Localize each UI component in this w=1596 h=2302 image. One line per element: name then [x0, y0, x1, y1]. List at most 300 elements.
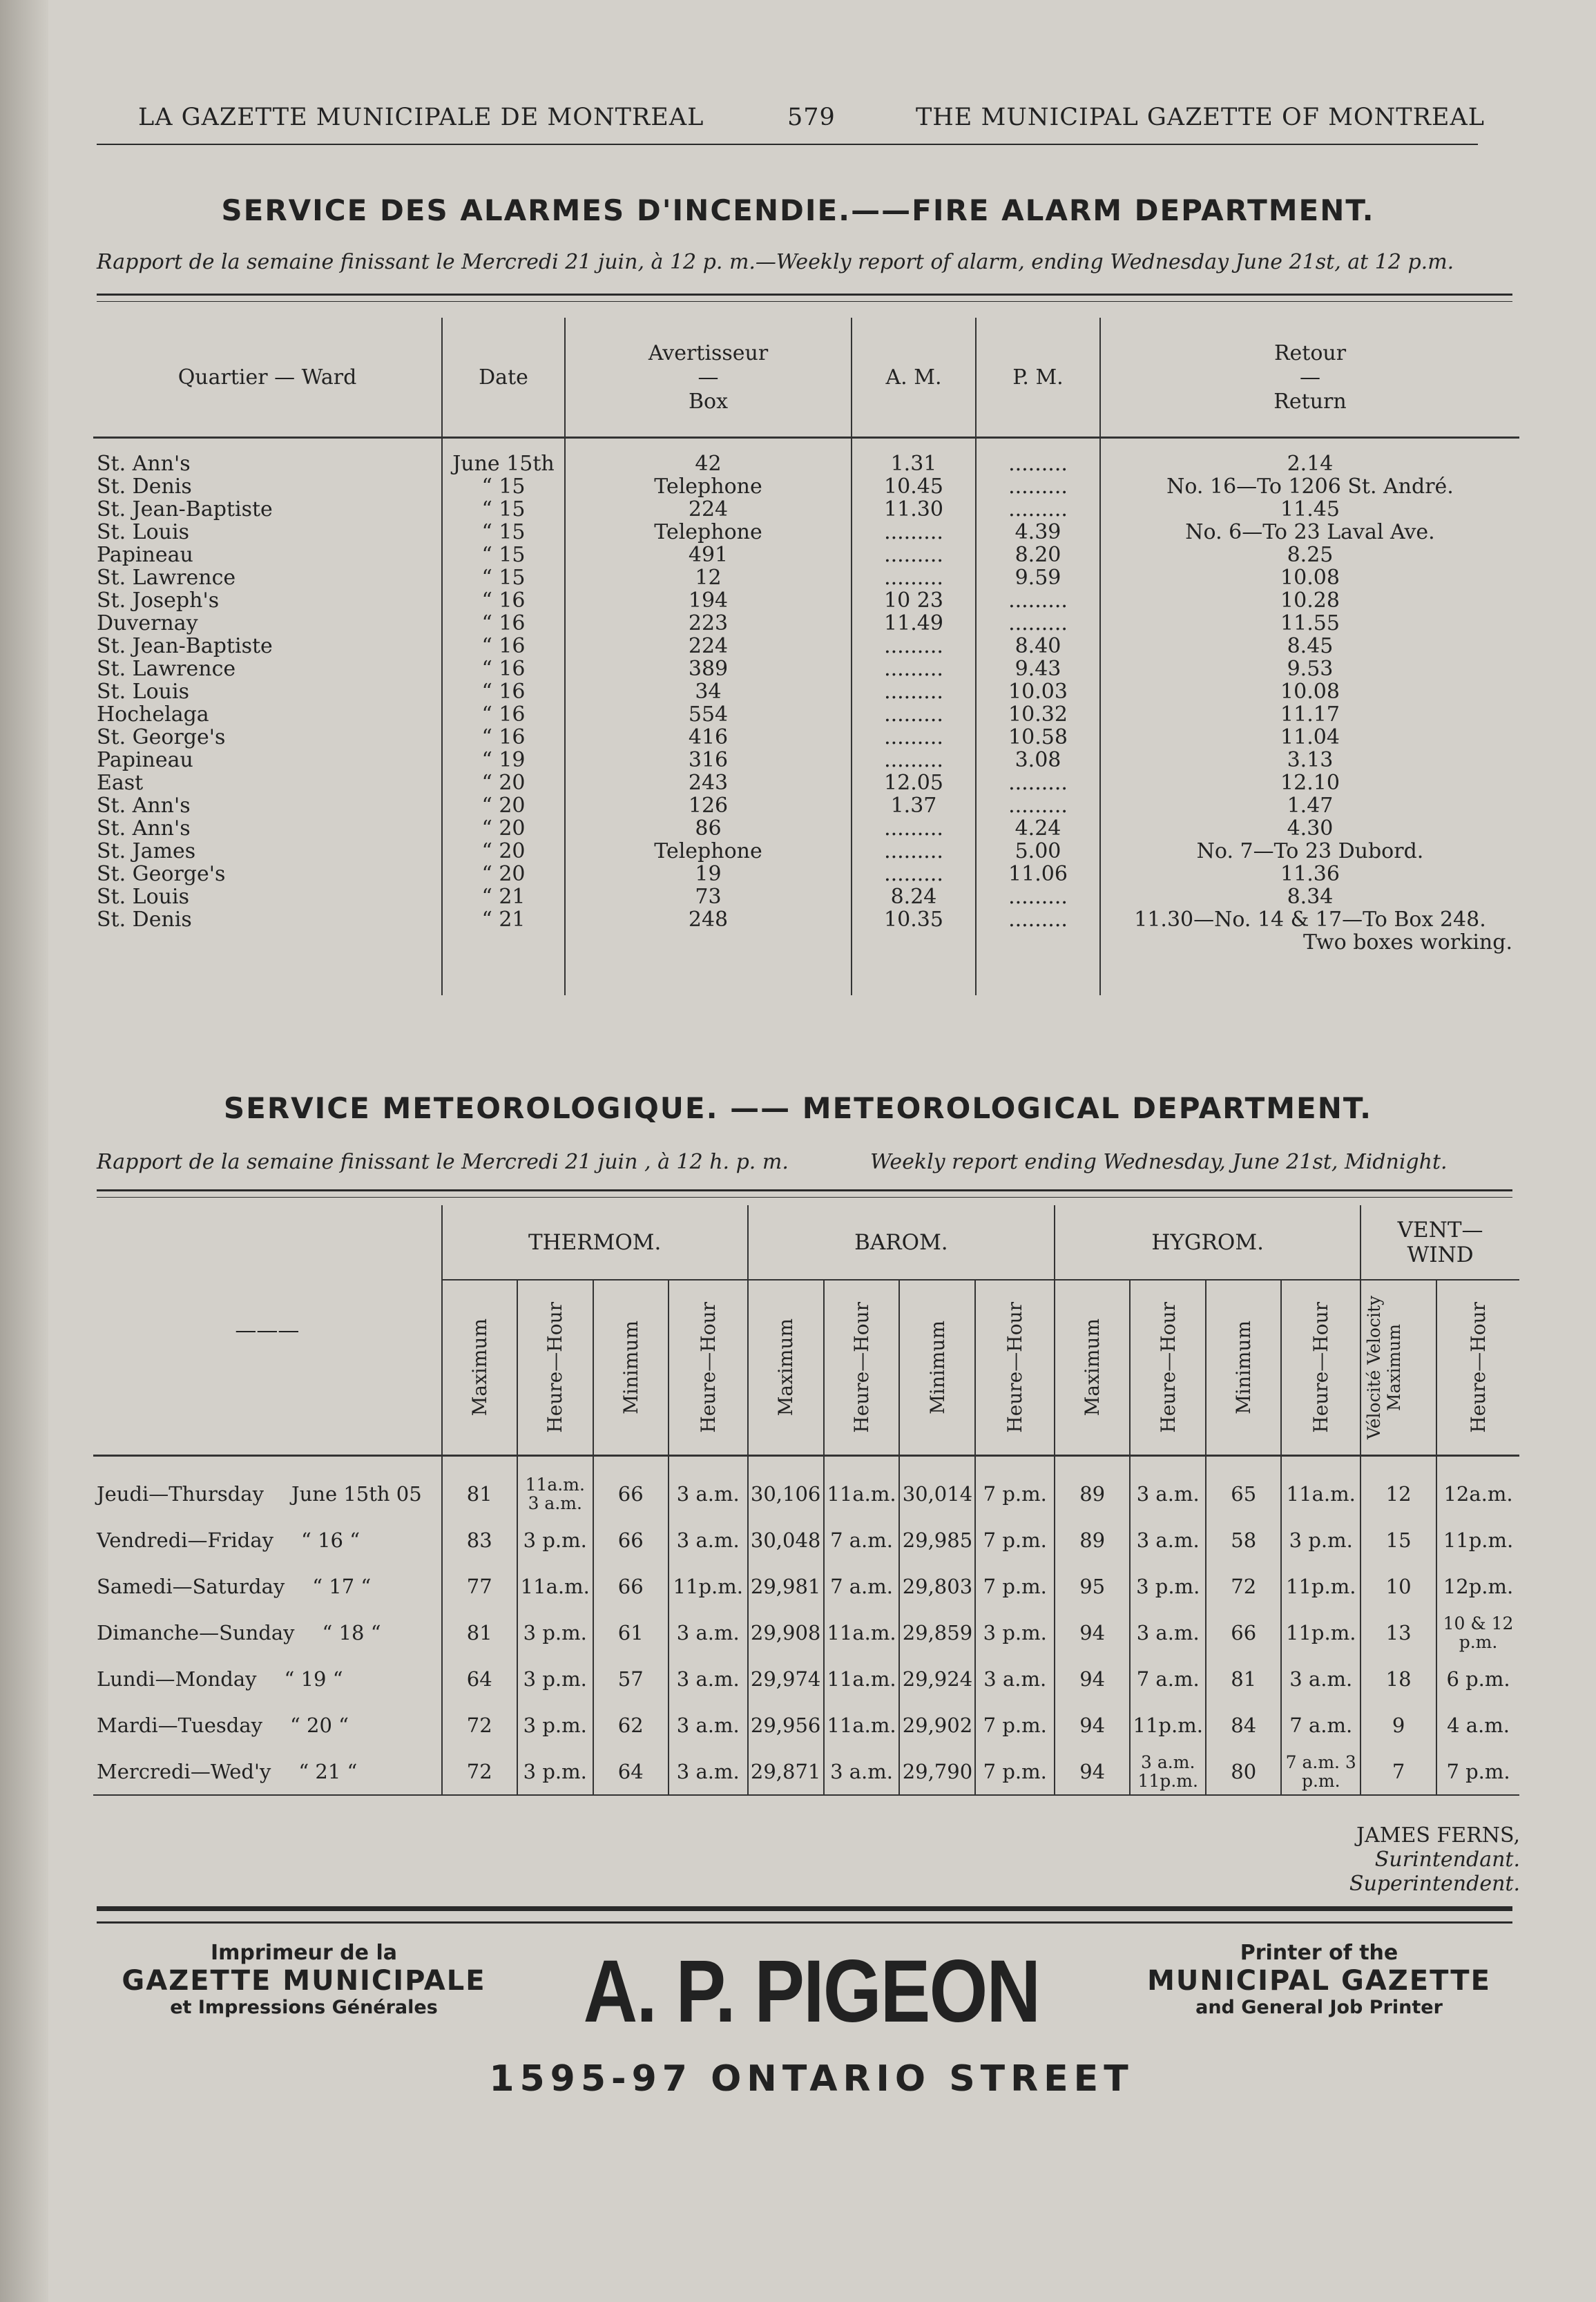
printer-right-line2: MUNICIPAL GAZETTE	[1147, 1965, 1491, 1997]
fire-cell-pm: .........	[976, 498, 1100, 521]
printer-right-line3: and General Job Printer	[1195, 1997, 1443, 2018]
barom-max-hour-label: Heure—Hour	[850, 1302, 874, 1433]
met-cell-w-vel: 7	[1361, 1748, 1436, 1795]
met-corner	[93, 1205, 442, 1456]
table-row	[93, 703, 1519, 726]
fire-top-rule	[97, 294, 1512, 296]
table-row	[93, 954, 1519, 995]
fire-cell-pm: .........	[976, 612, 1100, 635]
met-group-header	[93, 1205, 1519, 1280]
met-cell-b-max-h: 3 a.m.	[824, 1748, 900, 1795]
fire-cell-empty	[442, 954, 565, 995]
fire-cell-ward: Papineau	[97, 543, 193, 567]
met-cell-t-min-h: 3 a.m.	[669, 1702, 748, 1748]
table-row	[93, 908, 1519, 931]
fire-cell-pm: .........	[976, 885, 1100, 908]
table-row	[93, 475, 1519, 498]
fire-cell-box: Telephone	[565, 840, 852, 863]
printer-advertisement	[97, 1941, 1526, 2107]
barom-min-header	[899, 1280, 975, 1456]
fire-cell-date: “ 15	[442, 544, 565, 566]
met-cell-h-min-h: 11a.m.	[1281, 1470, 1361, 1517]
fire-cell-date: “ 21	[442, 908, 565, 931]
met-cell-b-max-h: 7 a.m.	[824, 1563, 900, 1609]
table-row	[93, 658, 1519, 680]
thermom-min-hour-header	[669, 1280, 748, 1456]
fire-cell-pm: .........	[976, 771, 1100, 794]
table-row	[93, 1702, 1519, 1748]
met-cell-b-max-h: 11a.m.	[824, 1656, 900, 1702]
met-cell-h-max-h: 3 a.m.	[1130, 1609, 1206, 1656]
met-cell-b-max: 29,981	[748, 1563, 824, 1609]
met-cell-t-min: 61	[593, 1609, 669, 1656]
fire-cell-am: 11.30	[852, 498, 976, 521]
table-row	[93, 521, 1519, 544]
met-cell-h-max: 94	[1055, 1656, 1130, 1702]
met-cell-day	[93, 1609, 442, 1656]
thermom-max-hour-label: Heure—Hour	[544, 1302, 567, 1433]
fire-return-note-cell	[1100, 931, 1519, 954]
fire-cell-ret: 9.53	[1100, 658, 1519, 680]
fire-cell-box: 224	[565, 498, 852, 521]
met-day-name: Mercredi—Wed'y	[97, 1759, 271, 1783]
fire-cell-pm: 10.03	[976, 680, 1100, 703]
fire-cell-ward: St. Louis	[97, 520, 189, 544]
met-cell-t-min-h: 3 a.m.	[669, 1656, 748, 1702]
col-return	[1100, 318, 1519, 438]
met-cell-w-h: 11p.m.	[1436, 1517, 1519, 1563]
fire-cell-pm: .........	[976, 908, 1100, 931]
fire-cell-ret: 8.34	[1100, 885, 1519, 908]
fire-cell-date: June 15th	[442, 452, 565, 475]
fire-cell-ward: St. Louis	[97, 680, 189, 704]
met-cell-w-vel: 12	[1361, 1470, 1436, 1517]
met-cell-b-min-h: 3 p.m.	[975, 1609, 1055, 1656]
met-cell-w-h: 6 p.m.	[1436, 1656, 1519, 1702]
met-cell-h-min: 65	[1206, 1470, 1281, 1517]
met-day-date: “ 19 “	[284, 1667, 343, 1691]
fire-cell-ward: St. Denis	[97, 908, 192, 932]
table-row	[93, 1517, 1519, 1563]
fire-cell-empty	[976, 954, 1100, 995]
thermom-max-hour-header	[517, 1280, 593, 1456]
table-row	[93, 498, 1519, 521]
met-day-date: “ 17 “	[312, 1574, 372, 1598]
fire-return-note: Two boxes working.	[1302, 930, 1512, 955]
met-cell-b-min: 29,803	[899, 1563, 975, 1609]
met-cell-b-min-h: 7 p.m.	[975, 1563, 1055, 1609]
fire-table-header	[93, 318, 1519, 438]
table-row	[93, 726, 1519, 749]
met-cell-t-max-h: 3 p.m.	[517, 1702, 593, 1748]
met-cell-t-max: 72	[442, 1702, 517, 1748]
met-cell-b-max: 29,974	[748, 1656, 824, 1702]
met-cell-b-min-h: 7 p.m.	[975, 1470, 1055, 1517]
met-cell-w-vel: 13	[1361, 1609, 1436, 1656]
table-row	[93, 1470, 1519, 1517]
met-cell-w-h: 10 & 12 p.m.	[1436, 1609, 1519, 1656]
table-row	[93, 1656, 1519, 1702]
printer-right-block	[1112, 1941, 1526, 2018]
hygrom-min-hour-label: Heure—Hour	[1309, 1302, 1333, 1433]
table-row	[93, 863, 1519, 885]
met-day-name: Mardi—Tuesday	[97, 1713, 262, 1737]
fire-cell-ward: St. Denis	[97, 474, 192, 499]
running-head-left: LA GAZETTE MUNICIPALE DE MONTREAL	[138, 104, 704, 131]
fire-cell-am: 11.49	[852, 612, 976, 635]
met-cell-b-max: 30,106	[748, 1470, 824, 1517]
met-cell-w-h: 7 p.m.	[1436, 1748, 1519, 1795]
fire-cell-ret: 10.08	[1100, 566, 1519, 589]
fire-cell-am: .........	[852, 521, 976, 544]
met-cell-t-max: 81	[442, 1470, 517, 1517]
met-cell-b-min: 29,924	[899, 1656, 975, 1702]
fire-cell-ward: St. James	[97, 839, 196, 863]
met-cell-t-max-h: 11a.m.	[517, 1563, 593, 1609]
col-ward: Quartier — Ward	[93, 318, 442, 438]
table-row	[93, 635, 1519, 658]
met-cell-h-min-h: 11p.m.	[1281, 1563, 1361, 1609]
fire-cell-date: “ 15	[442, 521, 565, 544]
fire-cell-pm: 9.59	[976, 566, 1100, 589]
printer-address: 1595-97 ONTARIO STREET	[489, 2058, 1134, 2100]
met-cell-t-min-h: 11p.m.	[669, 1563, 748, 1609]
met-cell-h-min-h: 3 a.m.	[1281, 1656, 1361, 1702]
fire-cell-box: 316	[565, 749, 852, 771]
printer-left-line3: et Impressions Générales	[170, 1997, 438, 2018]
table-row	[93, 885, 1519, 908]
barom-min-hour-header	[975, 1280, 1055, 1456]
met-day-date: “ 16 “	[301, 1528, 360, 1552]
signature-name: JAMES FERNS,	[1356, 1823, 1520, 1848]
met-cell-w-vel: 15	[1361, 1517, 1436, 1563]
fire-cell-empty	[976, 931, 1100, 954]
hygrom-min-header	[1206, 1280, 1281, 1456]
fire-cell-ward: St. Jean-Baptiste	[97, 497, 273, 521]
met-cell-w-h: 4 a.m.	[1436, 1702, 1519, 1748]
table-row	[93, 931, 1519, 954]
fire-cell-empty	[442, 931, 565, 954]
fire-cell-box: 126	[565, 794, 852, 817]
fire-cell-ward: St. George's	[97, 725, 226, 749]
fire-cell-empty	[565, 954, 852, 995]
fire-cell-box: 224	[565, 635, 852, 658]
hygrom-min-label: Minimum	[1232, 1321, 1256, 1414]
fire-cell-ward: Hochelaga	[97, 702, 209, 727]
group-barom: BAROM.	[748, 1205, 1055, 1280]
fire-cell-pm: .........	[976, 452, 1100, 475]
met-cell-h-min: 81	[1206, 1656, 1281, 1702]
met-cell-h-max-h: 3 a.m.	[1130, 1517, 1206, 1563]
met-cell-b-min-h: 7 p.m.	[975, 1748, 1055, 1795]
fire-cell-pm: 3.08	[976, 749, 1100, 771]
col-box-label: Avertisseur — Box	[648, 340, 769, 414]
fire-cell-ward: St. Ann's	[97, 452, 191, 476]
met-corner-dash: ———	[235, 1317, 300, 1343]
barom-min-hour-label: Heure—Hour	[1003, 1302, 1027, 1433]
fire-cell-ward: Papineau	[97, 748, 193, 772]
fire-cell-pm: 10.32	[976, 703, 1100, 726]
met-cell-h-min: 80	[1206, 1748, 1281, 1795]
fire-cell-empty	[1100, 954, 1519, 995]
printer-left-line1: Imprimeur de la	[211, 1941, 397, 1965]
fire-cell-box: 389	[565, 658, 852, 680]
fire-cell-box: 34	[565, 680, 852, 703]
fire-top-rule-thin	[97, 301, 1512, 302]
met-cell-t-min-h: 3 a.m.	[669, 1609, 748, 1656]
fire-cell-ret: 8.45	[1100, 635, 1519, 658]
barom-max-header	[748, 1280, 824, 1456]
fire-cell-date: “ 15	[442, 566, 565, 589]
fire-cell-box: 243	[565, 771, 852, 794]
fire-cell-date: “ 19	[442, 749, 565, 771]
fire-cell-box: 42	[565, 452, 852, 475]
fire-cell-date: “ 16	[442, 658, 565, 680]
fire-cell-date: “ 20	[442, 817, 565, 840]
met-cell-t-max: 64	[442, 1656, 517, 1702]
fire-cell-date: “ 16	[442, 703, 565, 726]
met-cell-t-max-h: 3 p.m.	[517, 1609, 593, 1656]
met-subtitle-left: Rapport de la semaine finissant le Mercredi 21 juin , à 12 h. p. m.	[97, 1150, 789, 1174]
fire-cell-am: .........	[852, 726, 976, 749]
met-cell-t-min-h: 3 a.m.	[669, 1748, 748, 1795]
fire-cell-am: 12.05	[852, 771, 976, 794]
fire-cell-box: 12	[565, 566, 852, 589]
fire-cell-am: .........	[852, 749, 976, 771]
met-cell-b-max-h: 11a.m.	[824, 1702, 900, 1748]
fire-cell-box: 223	[565, 612, 852, 635]
met-cell-w-h: 12a.m.	[1436, 1470, 1519, 1517]
fire-cell-am: 1.31	[852, 452, 976, 475]
met-cell-h-max: 94	[1055, 1748, 1130, 1795]
table-row	[93, 840, 1519, 863]
met-cell-b-max: 29,956	[748, 1702, 824, 1748]
fire-cell-box: Telephone	[565, 475, 852, 498]
fire-cell-box: 554	[565, 703, 852, 726]
fire-cell-ret: 3.13	[1100, 749, 1519, 771]
met-cell-b-min: 29,985	[899, 1517, 975, 1563]
fire-cell-ret: 10.08	[1100, 680, 1519, 703]
thermom-min-label: Minimum	[619, 1321, 642, 1414]
fire-cell-pm: 11.06	[976, 863, 1100, 885]
fire-cell-ward: St. Louis	[97, 885, 189, 909]
met-cell-h-max-h: 3 p.m.	[1130, 1563, 1206, 1609]
met-cell-h-min-h: 7 a.m.	[1281, 1702, 1361, 1748]
fire-cell-ret: 11.17	[1100, 703, 1519, 726]
signature-title-en: Superintendent.	[1349, 1872, 1520, 1896]
fire-cell-ret: 4.30	[1100, 817, 1519, 840]
fire-cell-empty	[852, 954, 976, 995]
fire-cell-empty	[565, 931, 852, 954]
fire-cell-ret: No. 16—To 1206 St. André.	[1100, 475, 1519, 498]
fire-cell-am: .........	[852, 840, 976, 863]
met-cell-h-min: 66	[1206, 1609, 1281, 1656]
fire-cell-am: .........	[852, 566, 976, 589]
met-cell-b-min: 29,790	[899, 1748, 975, 1795]
thermom-max-label: Maximum	[468, 1318, 491, 1417]
met-cell-b-min-h: 7 p.m.	[975, 1702, 1055, 1748]
table-row	[93, 589, 1519, 612]
met-cell-h-max: 94	[1055, 1702, 1130, 1748]
fire-cell-pm: 10.58	[976, 726, 1100, 749]
fire-cell-ret: No. 6—To 23 Laval Ave.	[1100, 521, 1519, 544]
barom-max-hour-header	[824, 1280, 900, 1456]
hygrom-max-label: Maximum	[1081, 1318, 1104, 1417]
met-top-rule-thin	[97, 1197, 1512, 1198]
fire-cell-ward: Duvernay	[97, 611, 198, 635]
fire-cell-date: “ 20	[442, 794, 565, 817]
fire-cell-box: 73	[565, 885, 852, 908]
met-cell-w-h: 12p.m.	[1436, 1563, 1519, 1609]
fire-cell-date: “ 16	[442, 589, 565, 612]
table-row	[93, 680, 1519, 703]
hygrom-min-hour-header	[1281, 1280, 1361, 1456]
met-cell-h-min: 72	[1206, 1563, 1281, 1609]
fire-section-subtitle: Rapport de la semaine finissant le Mercredi 21 juin, à 12 p. m.—Weekly report of alarm, ending Wednesday June 21st, at 12 p.m.	[97, 250, 1454, 274]
met-cell-t-max-h: 11a.m. 3 a.m.	[517, 1470, 593, 1517]
fire-cell-date: “ 16	[442, 726, 565, 749]
table-row	[93, 817, 1519, 840]
wind-velocity-label: Vélocité Velocity Maximum	[1364, 1295, 1405, 1440]
met-cell-h-max: 95	[1055, 1563, 1130, 1609]
fire-cell-box: Telephone	[565, 521, 852, 544]
fire-section-title: SERVICE DES ALARMES D'INCENDIE.——FIRE ALARM DEPARTMENT.	[221, 193, 1375, 227]
table-row	[93, 612, 1519, 635]
col-pm: P. M.	[976, 318, 1100, 438]
barom-max-label: Maximum	[774, 1318, 798, 1417]
fire-cell-ward: East	[97, 771, 144, 795]
met-day-date: “ 18 “	[322, 1620, 381, 1644]
met-cell-t-max-h: 3 p.m.	[517, 1656, 593, 1702]
fire-alarm-table	[93, 318, 1519, 995]
fire-cell-pm: .........	[976, 794, 1100, 817]
fire-cell-ret: 10.28	[1100, 589, 1519, 612]
met-cell-b-min-h: 7 p.m.	[975, 1517, 1055, 1563]
barom-min-label: Minimum	[925, 1321, 949, 1414]
signature-block	[1349, 1823, 1520, 1896]
met-day-name: Lundi—Monday	[97, 1667, 257, 1691]
met-day-name: Vendredi—Friday	[97, 1528, 274, 1552]
printer-name: A. P. PIGEON	[583, 1942, 1040, 2041]
fire-cell-am: .........	[852, 703, 976, 726]
met-cell-h-max-h: 3 a.m. 11p.m.	[1130, 1748, 1206, 1795]
fire-cell-pm: 9.43	[976, 658, 1100, 680]
fire-cell-ward: St. Joseph's	[97, 588, 220, 613]
met-section-title: SERVICE METEOROLOGIQUE. —— METEOROLOGICAL DEPARTMENT.	[223, 1091, 1373, 1125]
met-cell-h-max: 89	[1055, 1517, 1130, 1563]
fire-cell-date: “ 16	[442, 680, 565, 703]
fire-cell-box: 194	[565, 589, 852, 612]
met-cell-b-min-h: 3 a.m.	[975, 1656, 1055, 1702]
met-cell-t-min-h: 3 a.m.	[669, 1470, 748, 1517]
met-cell-t-min: 62	[593, 1702, 669, 1748]
met-cell-h-min: 84	[1206, 1702, 1281, 1748]
fire-cell-am: 10.45	[852, 475, 976, 498]
meteorological-table	[93, 1205, 1519, 1796]
wind-hour-header	[1436, 1280, 1519, 1456]
met-cell-t-min-h: 3 a.m.	[669, 1517, 748, 1563]
fire-cell-ret: 11.55	[1100, 612, 1519, 635]
met-cell-t-max: 72	[442, 1748, 517, 1795]
footer-rule-thin	[97, 1921, 1512, 1924]
met-cell-b-min: 29,859	[899, 1609, 975, 1656]
thermom-min-header	[593, 1280, 669, 1456]
header-rule	[97, 144, 1478, 145]
fire-cell-ret: 12.10	[1100, 771, 1519, 794]
printer-left-block	[97, 1941, 511, 2018]
fire-cell-ret: 11.45	[1100, 498, 1519, 521]
wind-velocity-header	[1361, 1280, 1436, 1456]
met-subtitle-right: Weekly report ending Wednesday, June 21st, Midnight.	[870, 1150, 1448, 1174]
met-cell-h-max: 94	[1055, 1609, 1130, 1656]
footer-rule-thick	[97, 1906, 1512, 1911]
fire-cell-am: 10.35	[852, 908, 976, 931]
fire-cell-date: “ 15	[442, 498, 565, 521]
fire-cell-date: “ 16	[442, 635, 565, 658]
fire-cell-date: “ 21	[442, 885, 565, 908]
group-thermom: THERMOM.	[442, 1205, 748, 1280]
fire-cell-am: .........	[852, 658, 976, 680]
met-day-name: Samedi—Saturday	[97, 1574, 285, 1598]
met-cell-b-min: 30,014	[899, 1470, 975, 1517]
met-cell-w-vel: 10	[1361, 1563, 1436, 1609]
met-day-name: Dimanche—Sunday	[97, 1620, 295, 1644]
fire-cell-box: 248	[565, 908, 852, 931]
met-cell-b-max-h: 11a.m.	[824, 1609, 900, 1656]
met-cell-t-max: 81	[442, 1609, 517, 1656]
met-day-date: “ 21 “	[298, 1759, 358, 1783]
col-am: A. M.	[852, 318, 976, 438]
fire-cell-date: “ 20	[442, 863, 565, 885]
fire-cell-empty	[852, 931, 976, 954]
met-cell-t-max-h: 3 p.m.	[517, 1748, 593, 1795]
table-row	[93, 771, 1519, 794]
met-cell-day	[93, 1702, 442, 1748]
met-cell-h-max: 89	[1055, 1470, 1130, 1517]
printer-right-line1: Printer of the	[1240, 1941, 1398, 1965]
fire-cell-pm: 4.39	[976, 521, 1100, 544]
fire-cell-empty	[93, 954, 442, 995]
met-cell-day	[93, 1470, 442, 1517]
thermom-min-hour-label: Heure—Hour	[696, 1302, 720, 1433]
met-cell-b-max-h: 11a.m.	[824, 1470, 900, 1517]
met-cell-b-min: 29,902	[899, 1702, 975, 1748]
met-cell-h-max-h: 11p.m.	[1130, 1702, 1206, 1748]
met-cell-h-min-h: 3 p.m.	[1281, 1517, 1361, 1563]
met-cell-h-min: 58	[1206, 1517, 1281, 1563]
met-cell-h-max-h: 3 a.m.	[1130, 1470, 1206, 1517]
group-hygrom: HYGROM.	[1055, 1205, 1361, 1280]
met-top-rule	[97, 1189, 1512, 1191]
fire-cell-am: .........	[852, 544, 976, 566]
hygrom-max-header	[1055, 1280, 1130, 1456]
fire-cell-box: 19	[565, 863, 852, 885]
fire-cell-empty	[93, 931, 442, 954]
fire-cell-pm: 5.00	[976, 840, 1100, 863]
met-cell-h-min-h: 11p.m.	[1281, 1609, 1361, 1656]
fire-cell-pm: .........	[976, 589, 1100, 612]
met-day-name: Jeudi—Thursday	[97, 1481, 264, 1506]
met-cell-t-min: 64	[593, 1748, 669, 1795]
table-row	[93, 749, 1519, 771]
fire-cell-ret: 2.14	[1100, 452, 1519, 475]
fire-cell-ret: 11.04	[1100, 726, 1519, 749]
met-cell-h-max-h: 7 a.m.	[1130, 1656, 1206, 1702]
table-row	[93, 566, 1519, 589]
page-gutter	[0, 0, 48, 2302]
met-day-date: June 15th 05	[291, 1481, 422, 1506]
fire-cell-am: .........	[852, 863, 976, 885]
